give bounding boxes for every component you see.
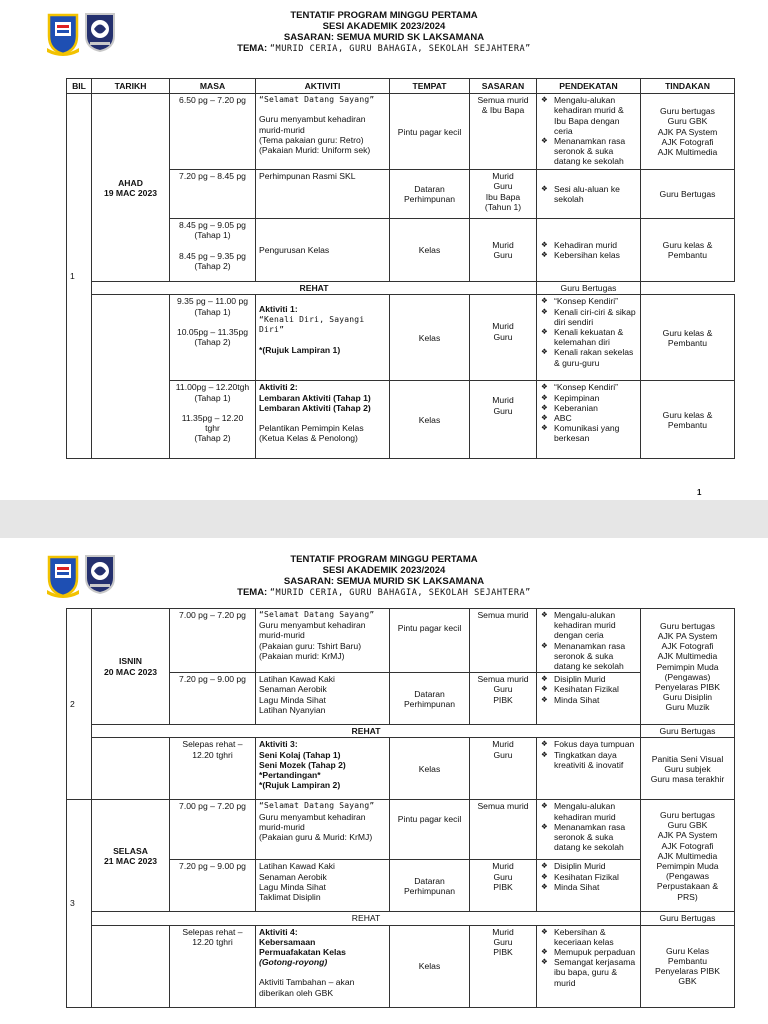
activity-cell (256, 673, 390, 725)
action-line: Pemimpin Muda (656, 861, 719, 872)
time-line: 11.35pg – 12.20 (181, 412, 244, 423)
col-header-bil: BIL (67, 79, 92, 94)
action-line: Guru Disiplin (662, 692, 713, 703)
venue-cell: Pintu pagar kecil (390, 609, 470, 673)
action-line: AJK Fotografi (661, 136, 714, 147)
action-cell (641, 800, 735, 912)
activity-subtitle: (Gotong-royong) (259, 957, 328, 968)
activity-line: Latihan Kawad Kaki (259, 861, 335, 872)
activity-title: “Selamat Datang Sayang” (259, 95, 375, 105)
table-row (67, 738, 735, 800)
target-cell (470, 860, 537, 912)
time-cell: 7.00 pg – 7.20 pg (170, 609, 256, 673)
date-cell-empty (92, 925, 170, 1007)
document-header (0, 10, 768, 55)
action-line: Guru subjek (664, 763, 711, 774)
activity-line: Latihan Nyanyian (259, 704, 326, 715)
schedule-table (66, 78, 735, 459)
time-cell: 7.20 pg – 8.45 pg (170, 170, 256, 219)
activity-cell (256, 800, 390, 860)
theme-text: “MURID CERIA, GURU BAHAGIA, SEKOLAH SEJAHTERA” (269, 44, 531, 54)
date-value: 20 MAC 2023 (103, 666, 158, 677)
time-cell: 6.50 pg – 7.20 pg (170, 94, 256, 170)
target-line: Murid (492, 171, 514, 182)
approach-item: ❖ Mengalu-alukan kehadiran murid & Ibu Bapa dengan ceria (540, 95, 637, 136)
bil-cell: 2 (67, 609, 92, 800)
activity-cell (256, 860, 390, 912)
table-row (67, 609, 735, 673)
approach-item: ❖ Semangat kerjasama ibu bapa, guru & murid (540, 957, 637, 988)
activity-line: Senaman Aerobik (259, 684, 327, 695)
time-line: 11.00pg – 12.20tgh (175, 382, 250, 393)
target-cell (470, 94, 537, 170)
action-cell (641, 925, 735, 1007)
activity-cell (256, 381, 390, 459)
approach-cell (537, 925, 641, 1007)
action-line: Penyelaras PIBK (655, 681, 720, 692)
time-line: (Tahap 1) (194, 230, 231, 241)
action-line: Pembantu (667, 337, 708, 348)
action-line: GBK (678, 976, 697, 987)
target-line: & Ibu Bapa (481, 105, 525, 116)
day-name: SELASA (113, 845, 148, 856)
time-line: 12.20 tghri (192, 936, 233, 947)
action-line: Guru GBK (667, 116, 708, 127)
approach-item: ❖ Keberanian (540, 403, 637, 413)
activity-line: (Pakaian Murid: Uniform sek) (259, 145, 371, 156)
time-cell (170, 295, 256, 381)
activity-cell (256, 925, 390, 1007)
activity-line: (Tema pakaian guru: Retro) (259, 134, 364, 145)
time-cell (170, 738, 256, 800)
time-line: 9.35 pg – 11.00 pg (176, 296, 249, 307)
activity-line: Lagu Minda Sihat (259, 694, 326, 705)
target-line: Guru (493, 684, 513, 695)
action-line: Panitia Seni Visual (651, 753, 724, 764)
break-action: Guru Bertugas (537, 282, 641, 295)
approach-item: ❖ Kehadiran murid (540, 240, 637, 250)
break-row (67, 725, 735, 738)
action-cell (641, 295, 735, 381)
approach-item: ❖ Disiplin Murid (540, 674, 637, 684)
document-page-2 (0, 538, 768, 1024)
break-row (67, 282, 735, 295)
action-line: AJK Multimedia (657, 651, 718, 662)
action-line: Guru bertugas (660, 620, 715, 631)
theme-label: TEMA: (237, 43, 268, 54)
activity-title: “Selamat Datang Sayang” (259, 801, 375, 811)
target-line: Guru (493, 405, 513, 416)
target-cell (470, 381, 537, 459)
document-page-1 (0, 0, 768, 500)
approach-item: ❖ Mengalu-alukan kehadiran murid (540, 801, 637, 821)
table-row (67, 295, 735, 381)
time-line: (Tahap 2) (194, 260, 231, 271)
time-cell: 7.00 pg – 7.20 pg (170, 800, 256, 860)
time-line: 8.45 pg – 9.35 pg (179, 250, 246, 261)
table-header-row (67, 79, 735, 94)
day-name: ISNIN (119, 656, 142, 667)
target-cell (470, 219, 537, 282)
break-action: Guru Bertugas (641, 725, 735, 738)
venue-cell: Pintu pagar kecil (390, 94, 470, 170)
activity-line: (Pakaian murid: KrMJ) (259, 650, 345, 661)
target-cell: Semua murid (470, 609, 537, 673)
approach-cell (537, 94, 641, 170)
approach-heading: ❖ “Konsep Kendiri” (540, 382, 637, 392)
approach-item: ❖ Sesi alu-aluan ke sekolah (540, 184, 637, 204)
action-line: Guru bertugas (660, 106, 715, 117)
time-cell (170, 381, 256, 459)
table-row (67, 925, 735, 1007)
time-cell: 7.20 pg – 9.00 pg (170, 860, 256, 912)
activity-heading: Aktiviti 3: (259, 739, 298, 750)
approach-cell (537, 800, 641, 860)
break-action: Guru Bertugas (641, 912, 735, 925)
activity-line: Seni Mozek (Tahap 2) (259, 759, 346, 770)
action-line: AJK Fotografi (661, 840, 714, 851)
time-cell (170, 219, 256, 282)
action-line: Guru bertugas (660, 810, 715, 820)
time-line: (Tahap 1) (194, 306, 231, 317)
table-row (67, 800, 735, 860)
col-header-aktiviti: AKTIVITI (256, 79, 390, 94)
theme-line (0, 43, 768, 55)
activity-cell (256, 609, 390, 673)
action-line: Pembantu (667, 419, 708, 430)
col-header-sasaran: SASARAN (470, 79, 537, 94)
action-line: PRS) (677, 891, 698, 902)
activity-line: Permuafakatan Kelas (259, 947, 346, 958)
approach-item: ❖ Komunikasi yang berkesan (540, 423, 637, 443)
approach-item: ❖ Kebersihan kelas (540, 250, 637, 260)
break-label: REHAT (92, 725, 641, 738)
venue-cell: Kelas (390, 738, 470, 800)
target-line: Murid (492, 321, 514, 332)
theme-line (0, 587, 768, 599)
approach-item: ❖ Kepimpinan (540, 393, 637, 403)
action-line: AJK Multimedia (657, 147, 718, 157)
approach-heading: ❖ “Konsep Kendiri” (540, 296, 637, 306)
academic-session: SESI AKADEMIK 2023/2024 (322, 21, 446, 32)
activity-line: Latihan Kawad Kaki (259, 674, 335, 685)
target-cell (470, 925, 537, 1007)
time-line: 8.45 pg – 9.05 pg (179, 220, 246, 231)
approach-cell (537, 738, 641, 800)
approach-item: ❖ Memupuk perpaduan (540, 947, 637, 957)
approach-item: ❖ Kenali rakan sekelas & guru-guru (540, 347, 637, 367)
target-line: (Tahun 1) (484, 201, 522, 212)
approach-item: ❖ Kebersihan & keceriaan kelas (540, 927, 637, 947)
program-title: TENTATIF PROGRAM MINGGU PERTAMA (290, 554, 478, 565)
approach-cell (537, 170, 641, 219)
target-line: Semua murid (477, 95, 529, 106)
date-cell (92, 609, 170, 725)
venue-cell: Kelas (390, 925, 470, 1007)
approach-cell (537, 381, 641, 459)
approach-cell (537, 219, 641, 282)
target-line: Guru (493, 250, 513, 261)
activity-line: (Pakaian guru & Murid: KrMJ) (259, 832, 373, 843)
approach-item: ❖ Kesihatan Fizikal (540, 684, 637, 694)
activity-title: “Selamat Datang Sayang” (259, 610, 375, 619)
activity-cell: Perhimpunan Rasmi SKL (256, 170, 390, 219)
target-cell (470, 738, 537, 800)
action-cell (641, 609, 735, 725)
action-line: AJK Fotografi (661, 641, 714, 652)
schedule-table (66, 608, 735, 1008)
action-cell: Guru Bertugas (641, 170, 735, 219)
target-line: Ibu Bapa (485, 191, 521, 202)
target-line: PIBK (493, 694, 513, 705)
approach-item: ❖ Mengalu-alukan kehadiran murid dengan ceria (540, 610, 637, 641)
break-row (67, 912, 735, 925)
approach-item: ❖ Menanamkan rasa seronok & suka datang ke sekolah (540, 641, 637, 672)
approach-item: ❖ Fokus daya tumpuan (540, 739, 637, 749)
activity-line: *Pertandingan* (259, 770, 321, 781)
break-label: REHAT (92, 912, 641, 925)
approach-cell (537, 673, 641, 725)
action-line: Guru GBK (667, 820, 708, 831)
academic-session: SESI AKADEMIK 2023/2024 (322, 565, 446, 576)
action-line: Perpustakaan & (656, 881, 719, 892)
time-line: 10.05pg – 11.35pg (176, 326, 249, 337)
bil-cell: 3 (67, 800, 92, 1007)
target-audience: SASARAN: SEMUA MURID SK LAKSAMANA (283, 576, 485, 587)
action-cell (641, 94, 735, 170)
action-line: Guru Muzik (665, 702, 710, 713)
activity-note: *(Rujuk Lampiran 1) (259, 345, 341, 356)
activity-line: Pelantikan Pemimpin Kelas (259, 423, 364, 434)
venue-cell: Kelas (390, 219, 470, 282)
action-line: Guru Kelas (666, 945, 709, 956)
action-line: Pemimpin Muda (656, 661, 719, 672)
target-line: PIBK (493, 881, 513, 892)
approach-item: ❖ Tingkatkan daya kreativiti & inovatif (540, 750, 637, 770)
action-line: Guru kelas & (662, 327, 713, 338)
action-line: AJK PA System (657, 630, 718, 641)
activity-cell (256, 738, 390, 800)
date-value: 21 MAC 2023 (103, 855, 158, 866)
approach-item: ❖ ABC (540, 413, 637, 423)
activity-line: Seni Kolaj (Tahap 1) (259, 749, 341, 760)
activity-line: Lagu Minda Sihat (259, 881, 326, 892)
time-line: (Tahap 2) (194, 337, 231, 348)
venue-cell: Dataran Perhimpunan (390, 673, 470, 725)
target-cell (470, 295, 537, 381)
activity-cell (256, 94, 390, 170)
approach-item: ❖ Kenali kekuatan & kelemahan diri (540, 327, 637, 347)
target-line: PIBK (493, 947, 513, 958)
action-line: Guru masa terakhir (650, 774, 725, 785)
page-number: 1 (697, 488, 702, 497)
action-cell (641, 219, 735, 282)
action-line: AJK PA System (657, 126, 718, 137)
action-line: Guru kelas & (662, 240, 713, 250)
activity-line: Aktiviti Tambahan – akan diberikan oleh GBK (259, 977, 355, 998)
action-line: AJK PA System (657, 830, 718, 841)
target-line: Murid (492, 240, 514, 250)
document-header (0, 554, 768, 599)
col-header-tempat: TEMPAT (390, 79, 470, 94)
activity-line: Guru menyambut kehadiran murid-murid (259, 114, 366, 135)
day-name: AHAD (118, 177, 143, 188)
col-header-pendekatan: PENDEKATAN (537, 79, 641, 94)
approach-item: ❖ Disiplin Murid (540, 861, 637, 871)
date-cell (92, 800, 170, 912)
target-line: Murid (492, 926, 514, 937)
time-cell: 7.20 pg – 9.00 pg (170, 673, 256, 725)
date-cell-empty (92, 295, 170, 459)
action-line: AJK Multimedia (657, 850, 718, 861)
target-audience: SASARAN: SEMUA MURID SK LAKSAMANA (283, 32, 485, 43)
target-line: Murid (492, 395, 514, 406)
approach-cell (537, 295, 641, 381)
col-header-masa: MASA (170, 79, 256, 94)
break-label: REHAT (92, 282, 537, 295)
time-line: tghr (205, 423, 220, 434)
target-cell (470, 673, 537, 725)
time-cell (170, 925, 256, 1007)
time-line: (Tahap 1) (194, 392, 231, 403)
approach-item: ❖ Kesihatan Fizikal (540, 872, 637, 882)
activity-cell (256, 295, 390, 381)
activity-cell: Pengurusan Kelas (256, 219, 390, 282)
action-line: Guru kelas & (662, 409, 713, 420)
time-line: 12.20 tghri (192, 749, 233, 760)
action-cell (641, 381, 735, 459)
approach-item: ❖ Menanamkan rasa seronok & suka datang ke sekolah (540, 136, 637, 167)
bil-cell: 1 (67, 94, 92, 459)
activity-note: *(Rujuk Lampiran 2) (259, 780, 341, 791)
target-line: Murid (492, 861, 514, 872)
action-line: Pembantu (667, 250, 708, 261)
target-line: Guru (493, 331, 513, 342)
target-line: Murid (492, 739, 514, 750)
venue-cell: Kelas (390, 295, 470, 381)
approach-cell (537, 860, 641, 912)
activity-heading: Aktiviti 2: (259, 382, 298, 393)
activity-title: “Kenali Diri, Sayangi Diri” (259, 314, 365, 334)
date-value: 19 MAC 2023 (103, 187, 158, 198)
activity-line: (Pakaian guru: Tshirt Baru) (259, 640, 362, 651)
action-line: Penyelaras PIBK (655, 966, 720, 977)
theme-label: TEMA: (237, 587, 268, 598)
target-cell: Semua murid (470, 800, 537, 860)
target-line: Guru (493, 181, 513, 192)
approach-cell (537, 609, 641, 673)
date-cell (92, 94, 170, 282)
table-row (67, 94, 735, 170)
activity-line: Guru menyambut kehadiran murid-murid (259, 811, 366, 832)
approach-item: ❖ Kenali ciri-ciri & sikap diri sendiri (540, 307, 637, 327)
action-line: Pembantu (667, 955, 708, 966)
time-line: (Tahap 2) (194, 433, 231, 444)
approach-item: ❖ Minda Sihat (540, 882, 637, 892)
activity-line: (Ketua Kelas & Penolong) (259, 433, 358, 444)
activity-line: Kebersamaan (259, 936, 316, 947)
time-line: Selepas rehat – (182, 926, 243, 937)
venue-cell: Kelas (390, 381, 470, 459)
activity-line: Lembaran Aktiviti (Tahap 1) (259, 392, 371, 403)
activity-line: Senaman Aerobik (259, 871, 327, 882)
theme-text: “MURID CERIA, GURU BAHAGIA, SEKOLAH SEJAHTERA” (269, 588, 531, 598)
approach-item: ❖ Minda Sihat (540, 695, 637, 705)
date-cell-empty (92, 738, 170, 800)
venue-cell: Pintu pagar kecil (390, 800, 470, 860)
action-line: (Pengawas (666, 871, 709, 882)
activity-line: Guru menyambut kehadiran murid-murid (259, 620, 366, 641)
target-line: Semua murid (477, 674, 529, 685)
activity-line: Lembaran Aktiviti (Tahap 2) (259, 402, 371, 413)
venue-cell: Dataran Perhimpunan (390, 170, 470, 219)
target-line: Guru (493, 749, 513, 760)
activity-line: Taklimat Disiplin (259, 892, 321, 903)
target-line: Guru (493, 871, 513, 882)
program-title: TENTATIF PROGRAM MINGGU PERTAMA (290, 10, 478, 21)
target-line: Guru (493, 936, 513, 947)
col-header-tarikh: TARIKH (92, 79, 170, 94)
activity-heading: Aktiviti 4: (259, 926, 298, 937)
time-line: Selepas rehat – (182, 739, 243, 750)
page-gap (0, 500, 768, 538)
activity-heading: Aktiviti 1: (259, 304, 298, 315)
action-cell (641, 738, 735, 800)
action-line: (Pengawas) (664, 671, 711, 682)
target-cell (470, 170, 537, 219)
approach-item: ❖ Menanamkan rasa seronok & suka datang ke sekolah (540, 822, 637, 853)
col-header-tindakan: TINDAKAN (641, 79, 735, 94)
venue-cell: Dataran Perhimpunan (390, 860, 470, 912)
